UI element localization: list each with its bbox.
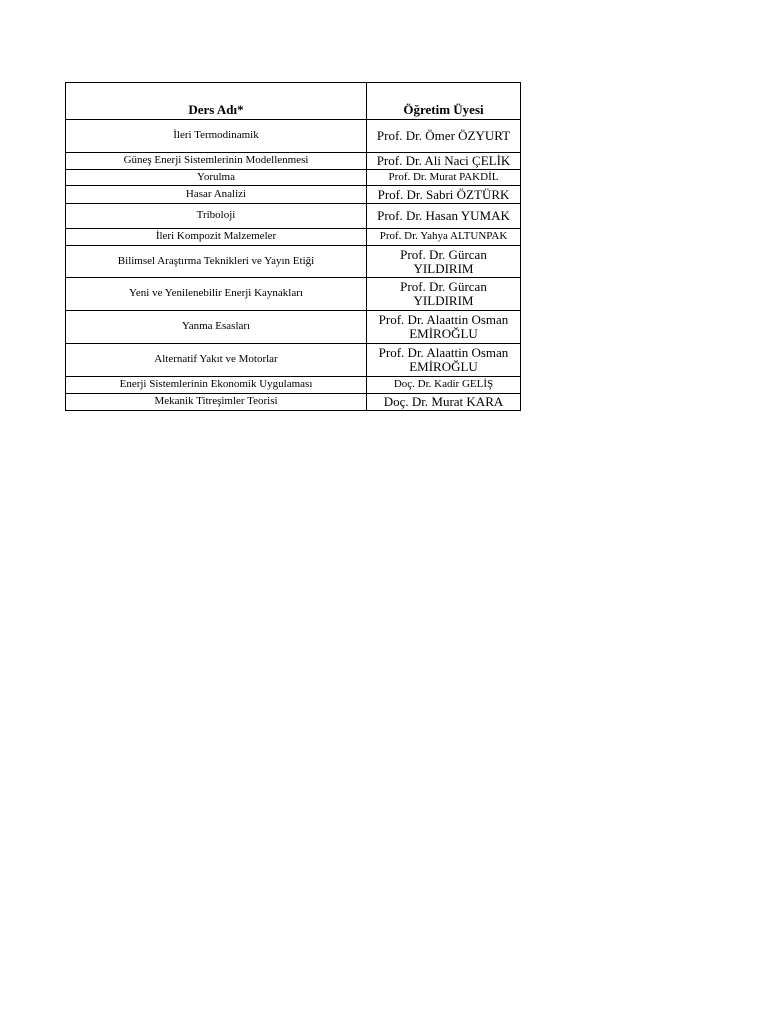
teacher-name: Prof. Dr. Alaattin Osman EMİROĞLU [367, 344, 521, 377]
teacher-name: Prof. Dr. Yahya ALTUNPAK [367, 229, 521, 246]
table-row [66, 344, 521, 377]
table-row [66, 246, 521, 278]
table-header-row [66, 83, 521, 120]
table-row [66, 120, 521, 153]
table-row [66, 377, 521, 394]
course-name: Mekanik Titreşimler Teorisi [66, 394, 367, 411]
table-row [66, 170, 521, 186]
header-teacher: Öğretim Üyesi [367, 83, 521, 120]
course-name: Yorulma [66, 170, 367, 186]
course-name: Yanma Esasları [66, 311, 367, 344]
header-course: Ders Adı* [66, 83, 367, 120]
table-row [66, 394, 521, 411]
teacher-name: Prof. Dr. Gürcan YILDIRIM [367, 246, 521, 278]
course-name: Alternatif Yakıt ve Motorlar [66, 344, 367, 377]
teacher-name: Prof. Dr. Hasan YUMAK [367, 204, 521, 229]
course-name: Yeni ve Yenilenebilir Enerji Kaynakları [66, 278, 367, 311]
teacher-name: Prof. Dr. Ömer ÖZYURT [367, 120, 521, 153]
teacher-name: Prof. Dr. Murat PAKDİL [367, 170, 521, 186]
table-row [66, 204, 521, 229]
teacher-name: Prof. Dr. Alaattin Osman EMİROĞLU [367, 311, 521, 344]
course-name: Bilimsel Araştırma Teknikleri ve Yayın Etiği [66, 246, 367, 278]
course-name: Enerji Sistemlerinin Ekonomik Uygulaması [66, 377, 367, 394]
teacher-name: Prof. Dr. Ali Naci ÇELİK [367, 153, 521, 170]
course-name: İleri Kompozit Malzemeler [66, 229, 367, 246]
course-name: Hasar Analizi [66, 186, 367, 204]
course-name: Triboloji [66, 204, 367, 229]
table-row [66, 278, 521, 311]
table-row [66, 229, 521, 246]
teacher-name: Prof. Dr. Gürcan YILDIRIM [367, 278, 521, 311]
teacher-name: Doç. Dr. Murat KARA [367, 394, 521, 411]
table-row [66, 311, 521, 344]
table-row [66, 186, 521, 204]
table-row [66, 153, 521, 170]
course-table [65, 82, 521, 411]
course-name: İleri Termodinamik [66, 120, 367, 153]
teacher-name: Prof. Dr. Sabri ÖZTÜRK [367, 186, 521, 204]
course-name: Güneş Enerji Sistemlerinin Modellenmesi [66, 153, 367, 170]
teacher-name: Doç. Dr. Kadir GELİŞ [367, 377, 521, 394]
